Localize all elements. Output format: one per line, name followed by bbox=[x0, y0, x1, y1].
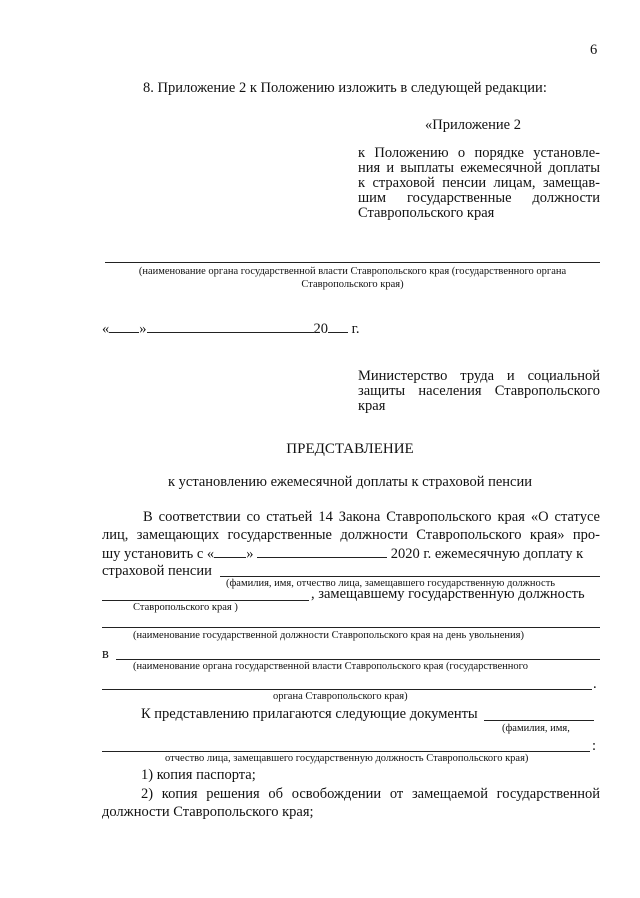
start-month-field[interactable] bbox=[257, 545, 387, 558]
text-fragment: 2020 г. ежемесячную доплату к bbox=[390, 546, 584, 562]
attach-fio-continuation-line[interactable] bbox=[102, 751, 590, 752]
organ-continuation-line[interactable] bbox=[102, 689, 592, 690]
fio-caption: (фамилия, имя, отчество лица, замещавшего государственную должность bbox=[226, 578, 556, 589]
position-field-line[interactable] bbox=[102, 627, 600, 628]
attach-caption: (фамилия, имя, bbox=[502, 723, 570, 734]
appendix-line: ния и выплаты ежемесячной доплаты bbox=[358, 160, 600, 176]
appendix-title: «Приложение 2 bbox=[425, 117, 521, 133]
text-fragment: шу установить с « bbox=[102, 546, 215, 562]
amendment-heading: 8. Приложение 2 к Положению изложить в следующей редакции: bbox=[143, 80, 547, 96]
start-day-field[interactable] bbox=[214, 545, 246, 558]
list-item: 2) копия решения об освобождении от замещаемой государственной bbox=[141, 786, 600, 802]
attach-fio-line[interactable] bbox=[484, 720, 594, 721]
in-prefix: в bbox=[102, 646, 109, 662]
list-item: 1) копия паспорта; bbox=[141, 767, 256, 783]
appendix-description bbox=[358, 146, 600, 221]
organ-caption-2: органа Ставропольского края) bbox=[273, 691, 408, 702]
appendix-line: к Положению о порядке установле- bbox=[358, 145, 600, 161]
period-mark: . bbox=[593, 676, 597, 692]
date-day-field[interactable] bbox=[109, 320, 139, 333]
date-year-prefix: 20 bbox=[313, 321, 328, 337]
date-month-field[interactable] bbox=[147, 320, 314, 333]
document-subtitle: к установлению ежемесячной доплаты к страховой пенсии bbox=[167, 474, 532, 490]
organ-caption: (наименование органа государственной власти Ставропольского края (государственного органа bbox=[138, 266, 567, 277]
organ-caption-2: (наименование органа государственной власти Ставропольского края (государственного bbox=[133, 661, 528, 672]
appendix-line: к страховой пенсии лицам, замещав- bbox=[358, 175, 600, 191]
organ-field-line[interactable] bbox=[105, 262, 600, 263]
paragraph-line: страховой пенсии bbox=[102, 563, 212, 579]
addressee-line: защиты населения Ставропольского bbox=[358, 383, 600, 399]
addressee-line: Министерство труда и социальной bbox=[358, 368, 600, 384]
appendix-line: Ставропольского края bbox=[358, 205, 495, 221]
appendix-line: шим государственные должности bbox=[358, 190, 600, 206]
position-caption: (наименование государственной должности Ставропольского края на день увольнения) bbox=[133, 630, 524, 641]
fio-caption: Ставропольского края ) bbox=[133, 602, 238, 613]
document-title: ПРЕДСТАВЛЕНИЕ bbox=[286, 441, 414, 457]
paragraph-line: лиц, замещающих государственные должности Ставропольского края» про- bbox=[102, 527, 600, 543]
addressee-line: края bbox=[358, 398, 386, 414]
organ-field-line-2[interactable] bbox=[116, 659, 600, 660]
date-open-quote: « bbox=[102, 321, 110, 337]
date-year-field[interactable] bbox=[328, 320, 348, 333]
attachments-intro: К представлению прилагаются следующие документы bbox=[141, 706, 478, 722]
paragraph-line: , замещавшему государственную должность bbox=[311, 586, 585, 602]
attach-caption: отчество лица, замещавшего государственную должность Ставропольского края) bbox=[165, 753, 529, 764]
list-item: должности Ставропольского края; bbox=[102, 804, 314, 820]
paragraph-line bbox=[102, 545, 583, 562]
paragraph-line: В соответствии со статьей 14 Закона Ставропольского края «О статусе bbox=[143, 509, 600, 525]
date-year-suffix: г. bbox=[351, 321, 360, 337]
organ-caption: Ставропольского края) bbox=[301, 279, 404, 290]
page-number: 6 bbox=[590, 42, 598, 58]
date-line bbox=[102, 320, 360, 337]
addressee-block bbox=[358, 369, 600, 414]
fio-continuation-line[interactable] bbox=[102, 600, 309, 601]
text-fragment: » bbox=[246, 546, 254, 562]
fio-field-line[interactable] bbox=[220, 576, 600, 577]
date-close-quote: » bbox=[139, 321, 147, 337]
colon-mark: : bbox=[592, 738, 597, 754]
